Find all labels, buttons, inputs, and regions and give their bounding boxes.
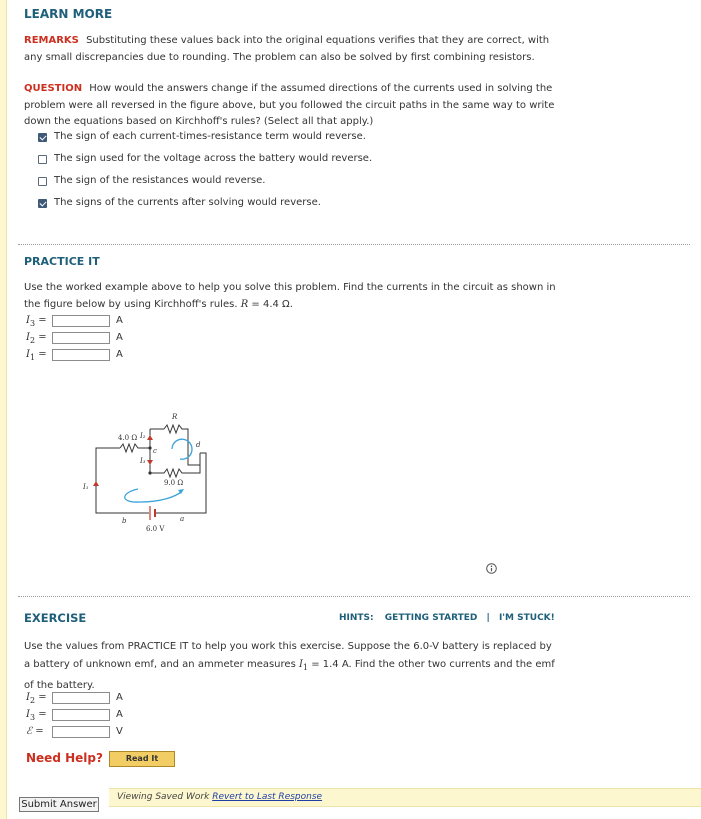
divider: [18, 596, 690, 597]
info-icon[interactable]: [486, 563, 497, 574]
question-paragraph: [24, 81, 554, 131]
resistor-4ohm: [120, 444, 150, 452]
exercise-paragraph: [24, 638, 555, 695]
option-4-checkbox[interactable]: [38, 199, 47, 208]
practice-line-1: Use the worked example above to help you solve this problem. Find the currents in the circuit as shown in: [24, 282, 556, 293]
node-c: [148, 446, 151, 449]
remarks-line-1: Substituting these values back into the original equations verifies that they are correct, with: [86, 35, 550, 46]
i2-input[interactable]: [52, 332, 110, 344]
question-line-1: How would the answers change if the assumed directions of the currents used in solving the: [89, 83, 553, 94]
label-a: a: [180, 515, 185, 523]
practice-heading: PRACTICE IT: [24, 255, 100, 268]
hint-getting-started-link[interactable]: GETTING STARTED: [384, 613, 478, 623]
submit-answer-button[interactable]: Submit Answer: [19, 797, 99, 812]
remarks-label: REMARKS: [24, 35, 79, 46]
remarks-line-2: any small discrepancies due to rounding. The problem can also be solved by first combining resistors.: [24, 51, 535, 63]
need-help-label: Need Help?: [26, 751, 103, 765]
label-b: b: [122, 517, 127, 525]
saved-work-bar: [109, 788, 701, 807]
loop-arrow-bottom: [125, 489, 182, 502]
ex-emf-label: ℰ =: [26, 726, 44, 737]
label-battery: 6.0 V: [146, 525, 165, 533]
ex-i2-input[interactable]: [52, 692, 110, 704]
revert-link[interactable]: Revert to Last Response: [212, 792, 323, 802]
i3-input[interactable]: [52, 315, 110, 327]
option-1-label: The sign of each current-times-resistance term would reverse.: [54, 131, 366, 142]
option-2-checkbox[interactable]: [38, 155, 47, 164]
i2-label: $I_2$ =: [26, 332, 47, 345]
i1-input[interactable]: [52, 349, 110, 361]
i3-label: $I_3$ =: [26, 315, 47, 328]
question-line-2: problem were all reversed in the figure above, but you followed the circuit paths in the same way to write: [24, 99, 555, 111]
label-i3: I₃: [140, 457, 146, 465]
label-9ohm: 9.0 Ω: [164, 479, 184, 487]
hint-im-stuck-link[interactable]: I'M STUCK!: [498, 613, 555, 623]
i2-unit: A: [116, 332, 123, 343]
i3-arrowhead: [147, 460, 153, 465]
i3-unit: A: [116, 315, 123, 326]
loop-arrow-top: [172, 439, 192, 459]
learn-more-heading: LEARN MORE: [24, 7, 113, 21]
node-b: [148, 471, 151, 474]
option-1-checkbox[interactable]: [38, 133, 47, 142]
exercise-line-2b: = 1.4 A. Find the other two currents and the emf: [308, 659, 555, 670]
label-c: c: [153, 447, 157, 455]
option-4-label: The signs of the currents after solving would reverse.: [54, 197, 321, 208]
read-it-button[interactable]: Read It: [109, 751, 175, 767]
question-line-3: down the equations based on Kirchhoff's rules? (Select all that apply.): [24, 116, 374, 127]
ex-emf-unit: V: [116, 726, 123, 737]
circuit-diagram: [80, 405, 230, 537]
hints-separator: |: [486, 613, 490, 623]
exercise-line-3: of the battery.: [24, 680, 95, 691]
practice-r-value: = 4.4 Ω.: [248, 298, 293, 310]
label-r-top: R: [172, 413, 178, 421]
divider: [18, 244, 690, 245]
ex-i3-input[interactable]: [52, 709, 110, 721]
exercise-line-2a: a battery of unknown emf, and an ammeter measures: [24, 659, 299, 670]
saved-work-text: Viewing Saved Work Revert to Last Response: [117, 792, 323, 802]
remarks-paragraph: [24, 33, 549, 66]
hints-label: HINTS:: [339, 613, 374, 623]
exercise-line-1: Use the values from PRACTICE IT to help you work this exercise. Suppose the 6.0-V battery is replaced by: [24, 641, 552, 652]
option-3-label: The sign of the resistances would reverse.: [54, 175, 266, 186]
ex-emf-input[interactable]: [52, 726, 110, 738]
practice-paragraph: [24, 280, 556, 313]
ex-i3-label: $I_3$ =: [26, 709, 47, 722]
wire-outer-top: [96, 448, 120, 473]
option-2-label: The sign used for the voltage across the battery would reverse.: [54, 153, 373, 164]
option-3-checkbox[interactable]: [38, 177, 47, 186]
label-d: d: [196, 441, 201, 449]
practice-r-var: R: [240, 298, 249, 310]
label-i1: I₁: [83, 483, 89, 491]
left-accent-bar: [0, 0, 7, 819]
ex-i2-label: $I_2$ =: [26, 692, 47, 705]
ex-i2-unit: A: [116, 692, 123, 703]
exercise-i1-var: $I_1$: [298, 659, 309, 672]
i2-arrowhead: [147, 435, 153, 440]
wire-left: [96, 473, 140, 513]
i1-label: $I_1$ =: [26, 349, 47, 362]
exercise-heading: EXERCISE: [24, 611, 87, 625]
i1-unit: A: [116, 349, 123, 360]
ex-i3-unit: A: [116, 709, 123, 720]
practice-line-2: the figure below by using Kirchhoff's rules.: [24, 298, 238, 310]
label-i2: I₂: [140, 432, 146, 440]
question-label: QUESTION: [24, 83, 83, 94]
hints-bar: [339, 613, 555, 623]
label-4ohm: 4.0 Ω: [118, 434, 138, 442]
i1-arrowhead: [93, 481, 99, 486]
